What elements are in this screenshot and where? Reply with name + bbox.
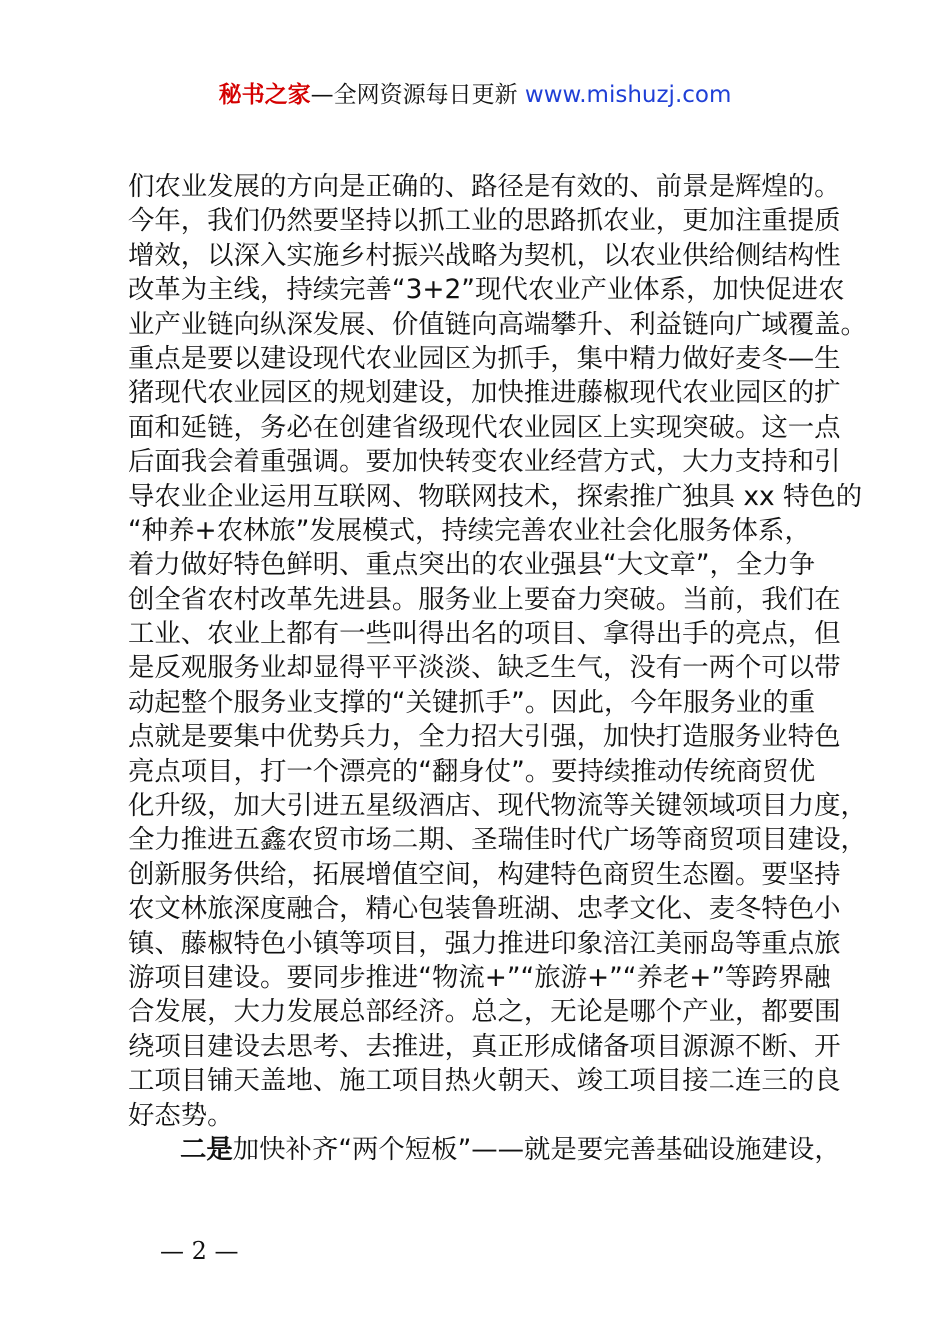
body-line: 改革为主线，持续完善“3+2”现代农业产业体系，加快促进农 bbox=[128, 274, 845, 306]
body-line: 创新服务供给，拓展增值空间，构建特色商贸生态圈。要坚持 bbox=[128, 858, 841, 890]
body-line: 工业、农业上都有一些叫得出名的项目、拿得出手的亮点，但 bbox=[128, 618, 841, 650]
body-line: 业产业链向纵深发展、价值链向高端攀升、利益链向广域覆盖。 bbox=[128, 308, 867, 340]
body-line: 农文林旅深度融合，精心包装鲁班湖、忠孝文化、麦冬特色小 bbox=[128, 893, 841, 925]
paragraph-two-start bbox=[128, 1133, 848, 1167]
body-line: 绕项目建设去思考、去推进，真正形成储备项目源源不断、开 bbox=[128, 1030, 841, 1062]
body-line: 们农业发展的方向是正确的、路径是有效的、前景是辉煌的。 bbox=[128, 171, 841, 202]
body-line: 面和延链，务必在创建省级现代农业园区上实现突破。这一点 bbox=[128, 411, 841, 443]
body-line: 创全省农村改革先进县。服务业上要奋力突破。当前，我们在 bbox=[128, 583, 841, 615]
body-line: 镇、藤椒特色小镇等项目，强力推进印象涪江美丽岛等重点旅 bbox=[128, 927, 841, 959]
body-line: 好态势。 bbox=[128, 1099, 234, 1131]
body-line: 动起整个服务业支撑的“关键抓手”。因此，今年服务业的重 bbox=[128, 686, 816, 718]
site-header bbox=[0, 78, 950, 112]
document-body bbox=[128, 170, 867, 1167]
body-line: 后面我会着重强调。要加快转变农业经营方式，大力支持和引 bbox=[128, 446, 841, 478]
body-line: 是反观服务业却显得平平淡淡、缺乏生气，没有一两个可以带 bbox=[128, 652, 841, 684]
page-number: — 2 — bbox=[160, 1237, 239, 1265]
body-line: 游项目建设。要同步推进“物流+”“旅游+”“养老+”等跨界融 bbox=[128, 961, 831, 993]
body-line: 全力推进五鑫农贸市场二期、圣瑞佳时代广场等商贸项目建设， bbox=[128, 824, 867, 856]
paragraph-lead-bold: 二是 bbox=[180, 1133, 233, 1165]
paragraph-lead-rest: 加快补齐“两个短板”——就是要完善基础设施建设， bbox=[232, 1133, 841, 1165]
body-line: “种养+农林旅”发展模式，持续完善农业社会化服务体系， bbox=[128, 514, 811, 546]
body-line: 今年，我们仍然要坚持以抓工业的思路抓农业，更加注重提质 bbox=[128, 205, 841, 237]
body-line: 导农业企业运用互联网、物联网技术，探索推广独具 xx 特色的 bbox=[128, 480, 863, 512]
body-line: 增效，以深入实施乡村振兴战略为契机，以农业供给侧结构性 bbox=[128, 239, 841, 271]
header-url[interactable]: www.mishuzj.com bbox=[524, 82, 732, 108]
header-tagline: —全网资源每日更新 bbox=[310, 82, 518, 108]
body-line: 重点是要以建设现代农业园区为抓手，集中精力做好麦冬—生 bbox=[128, 342, 841, 374]
body-line: 猪现代农业园区的规划建设，加快推进藤椒现代农业园区的扩 bbox=[128, 377, 841, 409]
body-line: 合发展，大力发展总部经济。总之，无论是哪个产业，都要围 bbox=[128, 996, 841, 1028]
brand-name: 秘书之家 bbox=[218, 82, 311, 108]
body-line: 着力做好特色鲜明、重点突出的农业强县“大文章”，全力争 bbox=[128, 549, 816, 581]
body-line: 工项目铺天盖地、施工项目热火朝天、竣工项目接二连三的良 bbox=[128, 1065, 841, 1097]
body-line: 亮点项目，打一个漂亮的“翻身仗”。要持续推动传统商贸优 bbox=[128, 755, 816, 787]
body-line: 点就是要集中优势兵力，全力招大引强，加快打造服务业特色 bbox=[128, 721, 841, 753]
body-line: 化升级，加大引进五星级酒店、现代物流等关键领域项目力度， bbox=[128, 790, 867, 822]
